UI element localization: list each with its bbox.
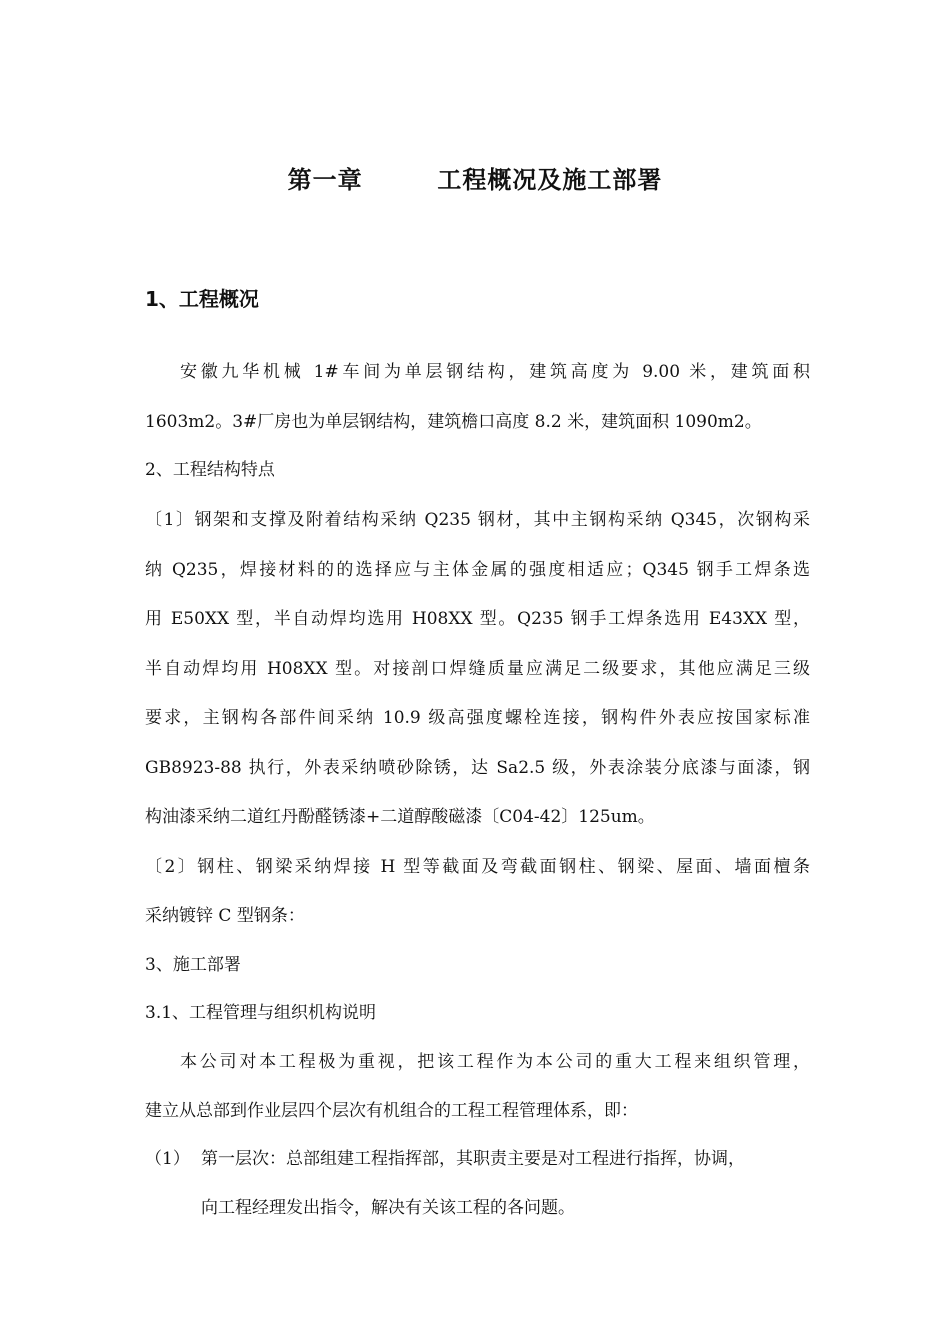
paragraph-line: 要求，主钢构各部件间采纳 10.9 级高强度螺栓连接，钢构件外表应按国家标准 [145, 708, 810, 728]
paragraph-line: 〔2〕钢柱、钢梁采纳焊接 H 型等截面及弯截面钢柱、钢梁、屋面、墙面檀条 [145, 857, 810, 877]
list-item [145, 1147, 810, 1171]
paragraph-line: 用 E50XX 型，半自动焊均选用 H08XX 型。Q235 钢手工焊条选用 E43XX 型， [145, 609, 810, 629]
paragraph-line: 采纳镀锌 C 型钢条： [145, 906, 305, 926]
section-2-heading: 2、工程结构特点 [145, 460, 275, 480]
section-3-1-heading: 3.1、工程管理与组织机构说明 [145, 1003, 377, 1023]
list-marker: （1） [145, 1149, 190, 1169]
paragraph-line: 向工程经理发出指令，解决有关该工程的各问题。 [201, 1198, 575, 1218]
chapter-number: 第一章 [287, 166, 363, 194]
paragraph-line: GB8923-88 执行，外表采纳喷砂除锈，达 Sa2.5 级，外表涂装分底漆与面漆，钢 [145, 758, 810, 778]
chapter-title [0, 160, 950, 195]
paragraph-line: 本公司对本工程极为重视，把该工程作为本公司的重大工程来组织管理， [180, 1052, 810, 1072]
paragraph-line: 建立从总部到作业层四个层次有机组合的工程工程管理体系，即： [145, 1101, 638, 1121]
paragraph-line: 纳 Q235，焊接材料的的选择应与主体金属的强度相适应；Q345 钢手工焊条选 [145, 560, 810, 580]
paragraph-line: 半自动焊均用 H08XX 型。对接剖口焊缝质量应满足二级要求，其他应满足三级 [145, 659, 810, 679]
paragraph-line: 构油漆采纳二道红丹酚醛锈漆+二道醇酸磁漆〔C04-42〕125um。 [145, 807, 655, 827]
paragraph-line: 〔1〕钢架和支撑及附着结构采纳 Q235 钢材，其中主钢构采纳 Q345，次钢构采 [145, 510, 810, 530]
paragraph-line: 安徽九华机械 1#车间为单层钢结构，建筑高度为 9.00 米，建筑面积 [180, 362, 810, 382]
list-item-text: 第一层次：总部组建工程指挥部，其职责主要是对工程进行指挥，协调， [201, 1149, 745, 1169]
chapter-name: 工程概况及施工部署 [437, 166, 663, 194]
section-1-heading: 1、工程概况 [145, 287, 259, 311]
section-3-heading: 3、施工部署 [145, 955, 241, 975]
paragraph-line: 1603m2。3#厂房也为单层钢结构，建筑檐口高度 8.2 米，建筑面积 1090m2。 [145, 412, 762, 432]
